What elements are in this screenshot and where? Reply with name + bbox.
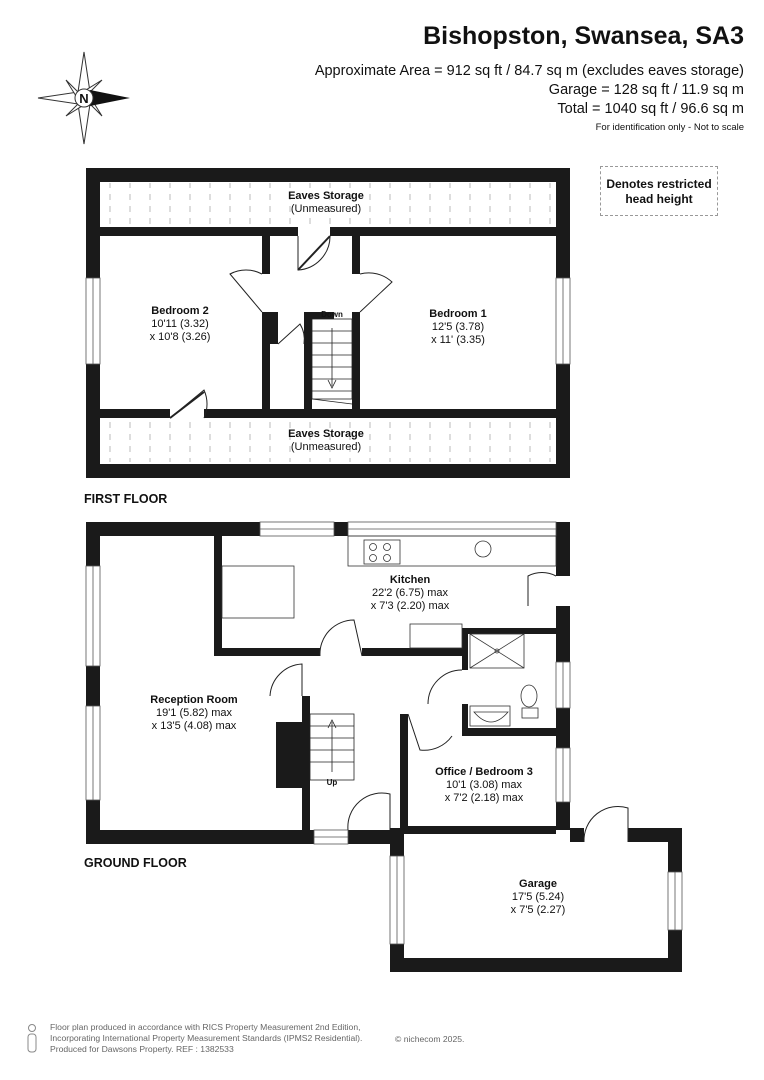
stairs-up-label: Up [326, 778, 338, 787]
office-bedroom-3-label [414, 766, 554, 805]
ground-floor-stairs [310, 714, 354, 780]
person-info-icon [24, 1023, 40, 1055]
first-floor-stairs [312, 319, 352, 404]
total-area: Total = 1040 sq ft / 96.6 sq m [557, 101, 744, 117]
shower-room-fittings [470, 634, 538, 726]
footer-notes [50, 1022, 362, 1055]
reception-room-label [124, 694, 264, 733]
bedroom-1-name: Bedroom 1 [429, 308, 487, 320]
bedroom-1-dimension-1: 12'5 (3.78) [431, 321, 485, 333]
bedroom-1-dimension-2: x 11' (3.35) [431, 334, 485, 346]
kitchen-label [340, 574, 480, 613]
eaves-storage-top-note: (Unmeasured) [290, 203, 362, 215]
reception-room-name: Reception Room [150, 694, 238, 706]
bedroom-2-dimension-2: x 10'8 (3.26) [149, 331, 211, 343]
bedroom-2-label [120, 305, 240, 344]
legend-line-2: head height [625, 192, 693, 206]
garage-label [478, 878, 598, 917]
kitchen-name: Kitchen [389, 574, 431, 586]
garage-dimension-2: x 7'5 (2.27) [510, 904, 566, 916]
bedroom-2-name: Bedroom 2 [151, 305, 209, 317]
legend-line-1: Denotes restricted [606, 177, 712, 191]
kitchen-dimension-2: x 7'3 (2.20) max [370, 600, 450, 612]
kitchen-dimension-1: 22'2 (6.75) max [371, 587, 449, 599]
first-floor-label: FIRST FLOOR [84, 492, 168, 506]
approximate-area: Approximate Area = 912 sq ft / 84.7 sq m (excludes eaves storage) [314, 63, 744, 79]
footer-line-1: Floor plan produced in accordance with RICS Property Measurement 2nd Edition, [50, 1022, 361, 1032]
eaves-storage-bottom-label [246, 428, 406, 454]
eaves-storage-bottom-name: Eaves Storage [288, 428, 364, 440]
eaves-storage-bottom-note: (Unmeasured) [290, 441, 362, 453]
reception-room-dimension-2: x 13'5 (4.08) max [151, 720, 237, 732]
eaves-storage-top-name: Eaves Storage [288, 190, 364, 202]
footer-line-2: Incorporating International Property Measurement Standards (IPMS2 Residential). [50, 1033, 363, 1043]
property-title: Bishopston, Swansea, SA3 [423, 22, 744, 50]
eaves-storage-top-label [246, 190, 406, 216]
bedroom-2-dimension-1: 10'11 (3.32) [151, 318, 209, 330]
scale-disclaimer: For identification only - Not to scale [595, 122, 744, 133]
stairs-down-label: Down [321, 310, 343, 319]
copyright-notice: © nichecom 2025. [395, 1034, 465, 1044]
garage-name: Garage [519, 878, 557, 890]
office-bedroom-3-dimension-2: x 7'2 (2.18) max [444, 792, 524, 804]
bedroom-1-label [398, 308, 518, 347]
garage-dimension-1: 17'5 (5.24) [511, 891, 565, 903]
compass-north-letter: N [79, 91, 89, 106]
footer-line-3: Produced for Dawsons Property. REF : 1382533 [50, 1044, 234, 1054]
garage-area: Garage = 128 sq ft / 11.9 sq m [548, 82, 744, 98]
office-bedroom-3-dimension-1: 10'1 (3.08) max [445, 779, 523, 791]
reception-room-dimension-1: 19'1 (5.82) max [155, 707, 233, 719]
office-bedroom-3-name: Office / Bedroom 3 [435, 766, 533, 778]
ground-floor-label: GROUND FLOOR [84, 856, 187, 870]
